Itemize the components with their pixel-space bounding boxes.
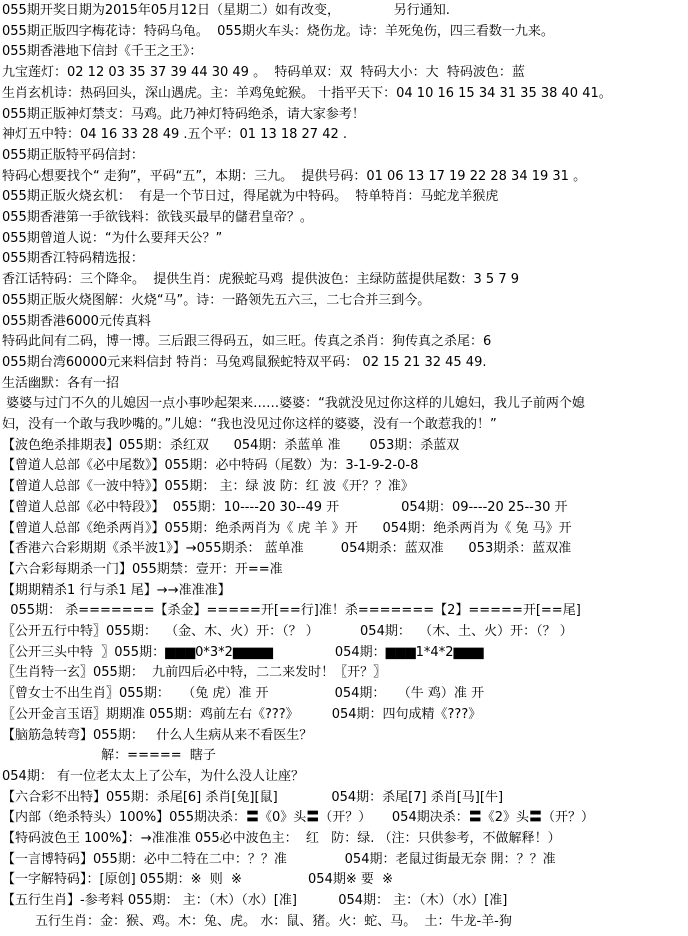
text-line: 【曾道人总部《一波中特》】055期： 主：绿 波 防：红 波《开？？准》 — [2, 479, 414, 495]
text-line: 055期正版四字梅花诗：特码乌龟。 055期火车头：烧伤龙。诗：羊死兔伤，四三看数一九来。 — [2, 23, 554, 39]
text-line: 【脑筋急转弯】055期： 什么人生病从来不看医生？ — [2, 727, 313, 743]
text-line: 解：===== 瞎子 — [2, 748, 216, 764]
text-line: 特码心想要找个“ 走狗”，平码“五”，本期：三九。 提供号码：01 06 13 17 19 22 28 34 19 31 。 — [2, 168, 587, 184]
text-line: 055期： 杀=======【杀金】=====开[==行]准！杀=======【2】=====开[==尾] — [2, 603, 581, 619]
text-line: 【六合彩每期杀一门】055期禁：壹开：开==准 — [2, 561, 283, 577]
text-line: 神灯五中特：04 16 33 28 49 .五个平：01 13 18 27 42 . — [2, 127, 348, 143]
text-line: 055期曾道人说：“为什么要拜天公？” — [2, 230, 223, 246]
text-line: 【曾道人总部《必中尾数》】055期：必中特码（尾数）为：3-1-9-2-0-8 — [2, 458, 419, 474]
text-line: 生肖玄机诗：热码回头，深山遇虎。主：羊鸡兔蛇猴。 十指平天下：04 10 16 15 34 31 35 38 40 41。 — [2, 85, 612, 101]
text-line: 【内部（绝杀特头）100%】055期决杀：〓《0》头〓（开？） 054期决杀：〓《2》头〓（开？） — [2, 810, 594, 826]
text-line: 〖公开金言玉语〗期期准 055期：鸡前左右《???》 054期：四句成精《???》 — [2, 706, 482, 722]
text-line: 生活幽默：各有一招 — [2, 375, 120, 391]
text-line: 055期香港第一手欲钱料：欲钱买最早的儲君皇帝？。 — [2, 210, 313, 225]
text-line: 〖生肖特一玄〗055期： 九前四后必中特，二二来发时！〖开？〗 — [2, 665, 387, 681]
text-line: 055期正版火烧图解：火烧“马”。诗：一路领先五六三，二七合并三到今。 — [2, 292, 431, 308]
text-line: 055期开奖日期为2015年05月12日（星期二）如有改变， 另行通知. — [2, 3, 450, 18]
text-line: 【一言博特码】055期：必中二特在二中：？？准 054期：老鼠过街最无奈 開：？？准 — [2, 851, 556, 867]
text-line: 【曾道人总部《必中特段》】 055期：10----20 30--49 开 054期：09----20 25--30 开 — [2, 499, 568, 515]
text-line: 〖曾女士不出生肖〗055期： （兔 虎）准 开 054期： （牛 鸡）准 开 — [2, 686, 485, 702]
text-line: 香江话特码：三个降伞。 提供生肖：虎猴蛇马鸡 提供波色：主绿防蓝提供尾数：3 5 7 9 — [2, 272, 520, 288]
text-line: 【波色绝杀排期表】055期：杀红双 054期：杀蓝单 准 053期：杀蓝双 — [2, 437, 460, 453]
text-line: 055期香港6000元传真料 — [2, 313, 151, 329]
text-line: 婆婆与过门不久的儿媳因一点小事吵起架来……婆婆：“我就没见过你这样的儿媳妇，我儿子前两个媳 — [2, 396, 585, 412]
text-line: 055期正版神灯禁支：马鸡。此乃神灯特码绝杀，请大家参考！ — [2, 106, 365, 122]
text-line: 【六合彩不出特】055期：杀尾[6] 杀肖[兔][鼠] 054期：杀尾[7] 杀肖[马][牛] — [2, 789, 504, 805]
text-line: 【期期精杀1 行与杀1 尾】→→准准准】 — [2, 582, 231, 598]
text-line: 妇，没有一个敢与我吵嘴的。”儿媳：“我也没见过你这样的婆婆，没有一个敢惹我的！” — [2, 417, 497, 432]
text-line: 055期香江特码精选报： — [2, 251, 144, 267]
text-line: 054期： 有一位老太太上了公车，为什么没人让座？ — [2, 768, 304, 784]
text-line: 特码此间有二码，博一博。三后跟三得码五，如三旺。传真之杀肖：狗传真之杀尾：6 — [2, 334, 492, 350]
text-line: 055期香港地下信封《千王之王》： — [2, 44, 203, 60]
text-line: 九宝莲灯：02 12 03 35 37 39 44 30 49 。 特码单双：双 特码大小：大 特码波色：蓝 — [2, 65, 525, 81]
text-line: 055期台湾60000元来料信封 特肖：马兔鸡鼠猴蛇特双平码： 02 15 21 32 45 49. — [2, 354, 487, 370]
text-line: 〖公开五行中特〗055期： （金、木、火）开：（？ ） 054期： （木、土、火）开：（？ ） — [2, 624, 573, 639]
text-line: 055期正版特平码信封： — [2, 147, 144, 163]
text-line: 五行生肖：金：猴、鸡。木：兔、虎。 水：鼠、猪。火：蛇、马。 土：牛龙-羊-狗 — [2, 913, 512, 929]
text-line: 【香港六合彩期期《杀半波1》】→055期杀： 蓝单准 054期杀：蓝双准 053期杀：蓝双准 — [2, 541, 572, 557]
text-line: 【一字解特码】：[原创] 055期：※ 则 ※ 054期※ 要 ※ — [2, 872, 394, 888]
text-line: 【五行生肖】-参考料 055期： 主：（木）（水）[准] 054期： 主：（木）（水）[准] — [2, 893, 508, 909]
text-line: 【曾道人总部《绝杀两肖》】055期：绝杀两肖为《 虎 羊 》开 054期：绝杀两肖为《 兔 马》开 — [2, 520, 572, 536]
text-line: 055期正版火烧玄机： 有是一个节日过，得尾就为中特码。 特单特肖：马蛇龙羊猴虎 — [2, 189, 499, 205]
text-line: 〖公开三头中特 〗055期：▆▆▆0*3*2▆▆▆▆ 054期：▆▆▆1*4*2▆▆▆ — [2, 644, 484, 660]
text-line: 【特码波色王 100%】：→准准准 055必中波色主： 红 防：绿. （注：只供参考，不做解释！） — [2, 831, 561, 846]
